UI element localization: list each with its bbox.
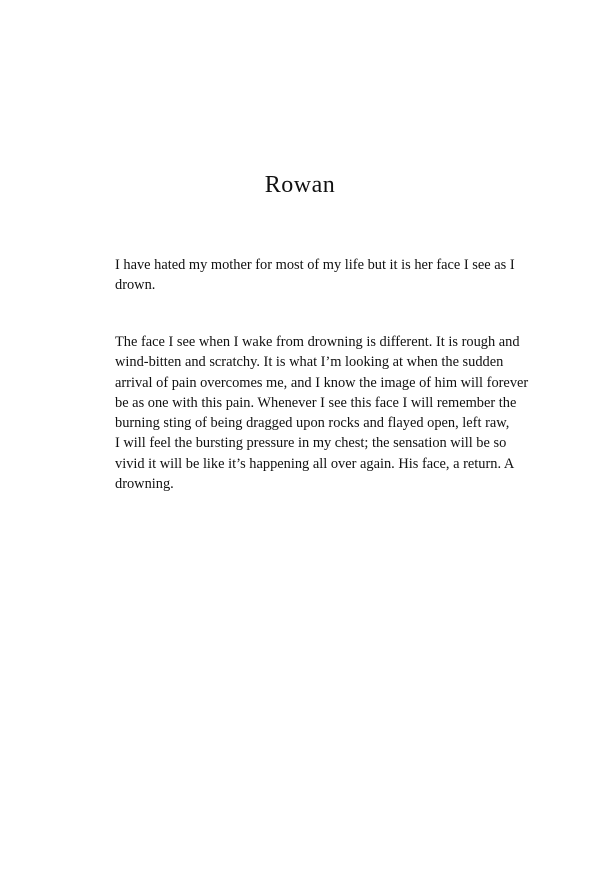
text-line: The face I see when I wake from drowning is different. It is rough and <box>115 334 520 350</box>
text-line: drowning. <box>115 476 174 493</box>
chapter-title: Rowan <box>264 172 336 198</box>
text-line: I have hated my mother for most of my life but it is her face I see as I <box>115 257 515 273</box>
paragraph-2 <box>115 332 529 494</box>
paragraph-1 <box>115 255 515 296</box>
text-line: vivid it will be like it’s happening all over again. His face, a return. A <box>115 455 515 472</box>
text-line: I will feel the bursting pressure in my chest; the sensation will be so <box>115 435 507 452</box>
text-line: wind-bitten and scratchy. It is what I’m looking at when the sudden <box>115 354 504 371</box>
text-line: be as one with this pain. Whenever I see this face I will remember the <box>115 394 517 411</box>
text-line: drown. <box>115 277 156 294</box>
text-line: arrival of pain overcomes me, and I know the image of him will forever <box>115 374 529 391</box>
text-line: burning sting of being dragged upon rocks and flayed open, left raw, <box>115 415 510 432</box>
